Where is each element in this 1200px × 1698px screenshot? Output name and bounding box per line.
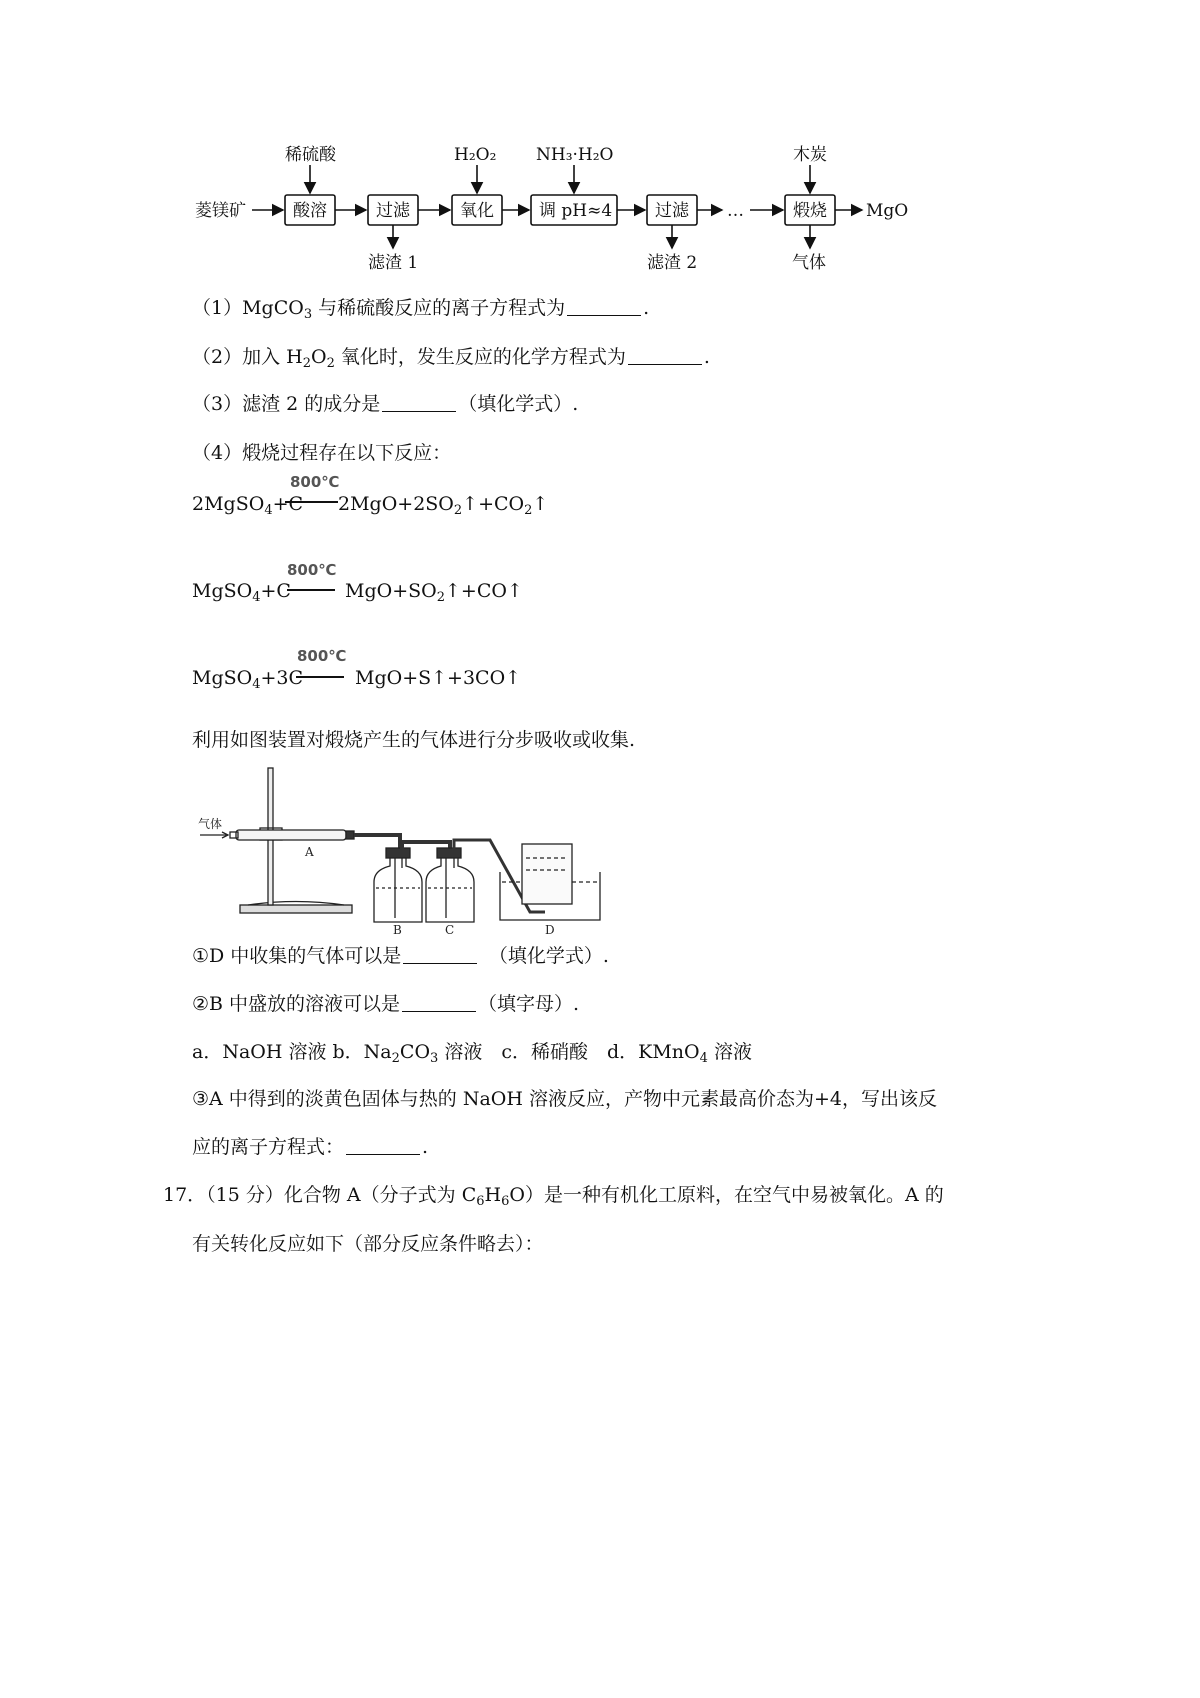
flow-input-charcoal: 木炭	[793, 145, 827, 165]
flow-box-label: 过滤	[376, 201, 410, 221]
answer-blank[interactable]	[382, 395, 456, 412]
flow-box-label: 氧化	[460, 201, 494, 221]
answer-blank[interactable]	[567, 299, 641, 316]
question-17-line2: 有关转化反应如下（部分反应条件略去）：	[192, 1233, 544, 1255]
apparatus-label-c: C	[445, 923, 455, 934]
apparatus-label-a: A	[305, 845, 314, 859]
reaction-condition: 800℃	[290, 473, 340, 491]
flow-box-label: 过滤	[655, 201, 689, 221]
question-17-line1: 17．（15 分）化合物 A（分子式为 $C_6H_6O$）是一种有机化工原料，在空气中易被氧化。A 的	[163, 1184, 944, 1209]
apparatus-intro: 利用如图装置对煅烧产生的气体进行分步吸收或收集.	[192, 729, 636, 751]
apparatus-label-b: B	[393, 923, 402, 934]
answer-blank[interactable]	[628, 348, 702, 365]
flow-box-label: 煅烧	[793, 201, 827, 221]
reaction-1-left: 2MgSO$_4$+C	[192, 493, 304, 518]
answer-blank[interactable]	[346, 1138, 420, 1155]
options: a．NaOH 溶液 b．$Na_2CO_3$ 溶液 c．稀硝酸 d．KMnO$_4$ 溶液	[192, 1041, 752, 1066]
flow-ellipsis: …	[727, 201, 744, 221]
question-3: （3）滤渣 2 的成分是 （填化学式）.	[192, 393, 579, 415]
apparatus-gas-label: 气体	[198, 817, 223, 831]
flow-input-nh3: NH₃·H₂O	[536, 145, 614, 165]
reaction-2-right: $MgO+SO_2↑+CO↑$	[345, 580, 523, 605]
answer-blank[interactable]	[403, 947, 477, 964]
answer-blank[interactable]	[402, 995, 476, 1012]
question-2: （2）加入 $H_2O_2$ 氧化时，发生反应的化学方程式为 .	[192, 346, 710, 371]
reaction-3-left: MgSO$_4$+3C	[192, 667, 304, 692]
subquestion-3-line2: 应的离子方程式： .	[192, 1136, 429, 1158]
flow-box-label: 酸溶	[293, 201, 327, 221]
reaction-condition: 800℃	[297, 647, 347, 665]
flow-box-label: 调 pH≈4	[539, 201, 613, 221]
apparatus-diagram	[190, 762, 610, 934]
flow-input-acid: 稀硫酸	[285, 145, 336, 165]
reaction-bar	[296, 676, 344, 678]
flow-product: MgO	[866, 201, 909, 221]
reaction-2-left: MgSO$_4$+C	[192, 580, 291, 605]
subquestion-1: ①D 中收集的气体可以是 （填化学式）.	[192, 945, 609, 967]
reaction-condition: 800℃	[287, 561, 337, 579]
reaction-1-right: $2MgO+2SO_2↑+CO_2↑$	[338, 493, 549, 518]
reaction-bar	[287, 589, 335, 591]
flow-input-h2o2: H₂O₂	[454, 145, 497, 165]
subquestion-2: ②B 中盛放的溶液可以是 （填字母）.	[192, 993, 580, 1015]
question-4: （4）煅烧过程存在以下反应：	[192, 442, 452, 464]
flow-output-residue1: 滤渣 1	[368, 253, 419, 273]
apparatus-label-d: D	[545, 923, 555, 934]
flow-start: 菱镁矿	[195, 201, 246, 221]
flow-output-residue2: 滤渣 2	[647, 253, 698, 273]
flow-output-gas: 气体	[792, 253, 826, 273]
question-1: （1）MgCO$_3$ 与稀硫酸反应的离子方程式为 .	[192, 297, 650, 322]
subquestion-3-line1: ③A 中得到的淡黄色固体与热的 NaOH 溶液反应，产物中元素最高价态为+4，写出该反	[192, 1088, 937, 1110]
reaction-3-right: MgO+S↑+3CO↑	[355, 667, 522, 689]
process-flowchart	[190, 140, 930, 280]
